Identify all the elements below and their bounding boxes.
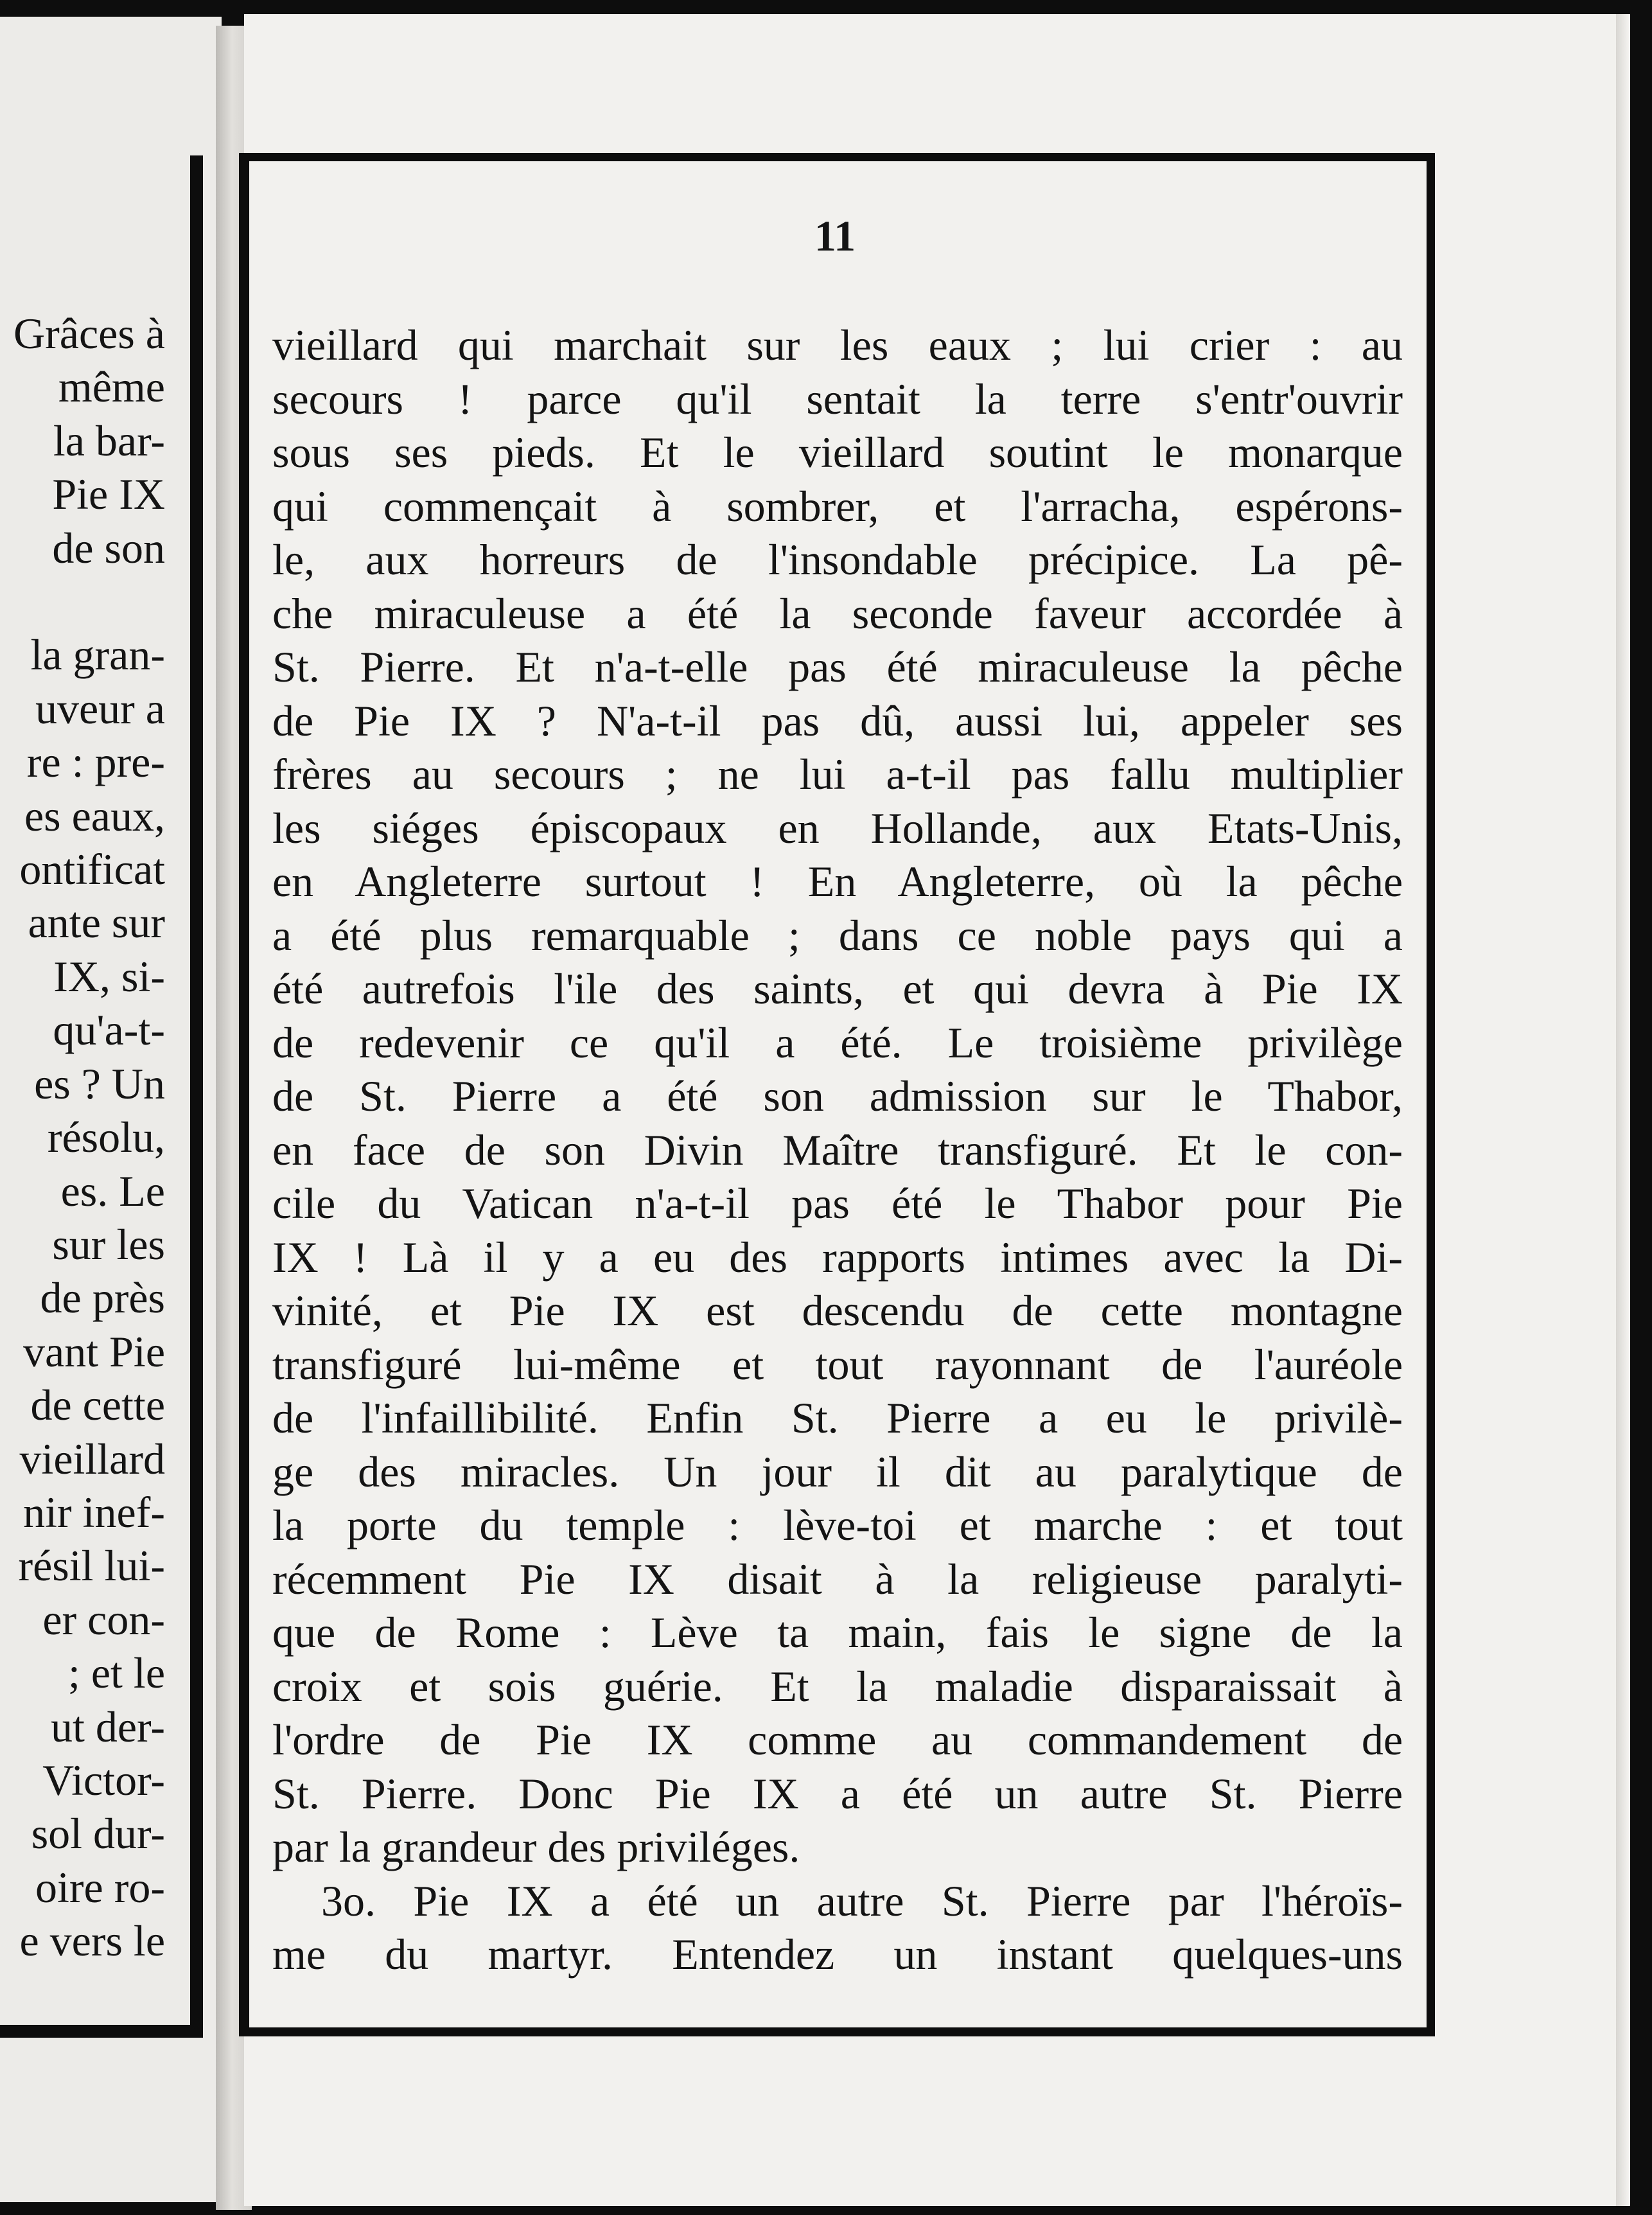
- text-line: IX ! Là il y a eu des rapports intimes avec la Di-: [272, 1232, 1403, 1282]
- text-line: transfiguré lui-même et tout rayonnant de l'auréole: [272, 1339, 1403, 1389]
- left-text-line: Grâces à: [13, 309, 165, 358]
- left-text-line: de son: [52, 523, 165, 572]
- left-text-line: sol dur-: [31, 1809, 165, 1858]
- left-text-line: oire ro-: [35, 1862, 165, 1912]
- text-line: vieillard qui marchait sur les eaux ; lui crier : au: [272, 321, 1403, 369]
- left-text-line: Pie IX: [52, 470, 165, 519]
- text-line: a été plus remarquable ; dans ce noble pays qui a: [272, 910, 1403, 960]
- page-body-text: [272, 319, 1403, 1982]
- text-line: l'ordre de Pie IX comme au commandement de: [272, 1715, 1403, 1764]
- left-text-line: Victor-: [42, 1755, 165, 1805]
- text-line: le, aux horreurs de l'insondable précipice. La pê-: [272, 535, 1403, 584]
- left-text-line: la bar-: [53, 416, 165, 465]
- left-page-border-bottom: [0, 2025, 203, 2038]
- left-text-line: vieillard: [19, 1434, 165, 1483]
- left-text-line: [0, 575, 165, 628]
- text-line: que de Rome : Lève ta main, fais le signe de la: [272, 1608, 1403, 1657]
- left-text-line: IX, si-: [53, 951, 165, 1001]
- text-line: 3o. Pie IX a été un autre St. Pierre par l'héroïs-: [321, 1876, 1403, 1925]
- text-line: croix et sois guérie. Et la maladie disparaissait à: [272, 1661, 1403, 1711]
- text-line: été autrefois l'ile des saints, et qui devra à Pie IX: [272, 964, 1403, 1013]
- left-text-line: qu'a-t-: [53, 1005, 165, 1055]
- left-text-line: e vers le: [19, 1916, 165, 1966]
- left-page-text: [0, 307, 165, 1968]
- left-text-line: es. Le: [60, 1166, 165, 1215]
- text-line: frères au secours ; ne lui a-t-il pas fallu multiplier: [272, 750, 1403, 799]
- text-line: vinité, et Pie IX est descendu de cette montagne: [272, 1286, 1403, 1335]
- left-text-line: même: [58, 362, 165, 412]
- left-text-line: es ? Un: [34, 1059, 165, 1108]
- left-text-line: es eaux,: [24, 791, 165, 840]
- left-text-line: ; et le: [67, 1648, 165, 1698]
- text-line: cile du Vatican n'a-t-il pas été le Thabor pour Pie: [272, 1179, 1403, 1228]
- left-text-line: ut der-: [50, 1702, 165, 1751]
- text-line: de redevenir ce qu'il a été. Le troisième privilège: [272, 1018, 1403, 1067]
- text-line: en Angleterre surtout ! En Angleterre, où la pêche: [272, 857, 1403, 906]
- left-text-line: la gran-: [30, 630, 165, 680]
- left-text-line: résil lui-: [18, 1541, 165, 1591]
- text-line: de l'infaillibilité. Enfin St. Pierre a eu le privilè-: [272, 1393, 1403, 1442]
- text-line: de St. Pierre a été son admission sur le Thabor,: [272, 1072, 1403, 1120]
- left-text-line: ontificat: [19, 845, 165, 894]
- left-text-line: sur les: [52, 1219, 165, 1269]
- text-line: me du martyr. Entendez un instant quelques-uns: [272, 1930, 1403, 1979]
- left-text-line: de cette: [30, 1381, 165, 1430]
- left-page-border-vertical: [190, 155, 203, 2038]
- left-text-line: résolu,: [47, 1113, 165, 1162]
- page-edge: [1616, 14, 1630, 2206]
- text-line: St. Pierre. Donc Pie IX a été un autre St. Pierre: [272, 1769, 1403, 1818]
- text-line: ge des miracles. Un jour il dit au paralytique de: [272, 1447, 1403, 1496]
- text-line: par la grandeur des priviléges.: [272, 1822, 800, 1871]
- text-line: secours ! parce qu'il sentait la terre s'entr'ouvrir: [272, 374, 1403, 423]
- left-text-line: uveur a: [35, 684, 165, 733]
- text-line: St. Pierre. Et n'a-t-elle pas été miraculeuse la pêche: [272, 642, 1403, 691]
- left-text-line: ante sur: [28, 898, 165, 948]
- left-text-line: de près: [40, 1273, 165, 1323]
- text-line: récemment Pie IX disait à la religieuse paralyti-: [272, 1554, 1403, 1603]
- text-line: sous ses pieds. Et le vieillard soutint le monarque: [272, 428, 1403, 477]
- text-line: la porte du temple : lève-toi et marche : et tout: [272, 1501, 1403, 1549]
- text-line: les siéges épiscopaux en Hollande, aux Etats-Unis,: [272, 803, 1403, 852]
- text-line: en face de son Divin Maître transfiguré. Et le con-: [272, 1125, 1403, 1174]
- text-line: che miraculeuse a été la seconde faveur accordée à: [272, 588, 1403, 638]
- text-line: de Pie IX ? N'a-t-il pas dû, aussi lui, appeler ses: [272, 696, 1403, 745]
- left-text-line: nir inef-: [23, 1487, 165, 1537]
- left-text-line: vant Pie: [23, 1327, 165, 1376]
- left-text-line: er con-: [42, 1594, 165, 1644]
- text-line: qui commençait à sombrer, et l'arracha, espérons-: [272, 481, 1403, 531]
- page-number: 11: [814, 211, 856, 260]
- left-text-line: re : pre-: [26, 737, 165, 787]
